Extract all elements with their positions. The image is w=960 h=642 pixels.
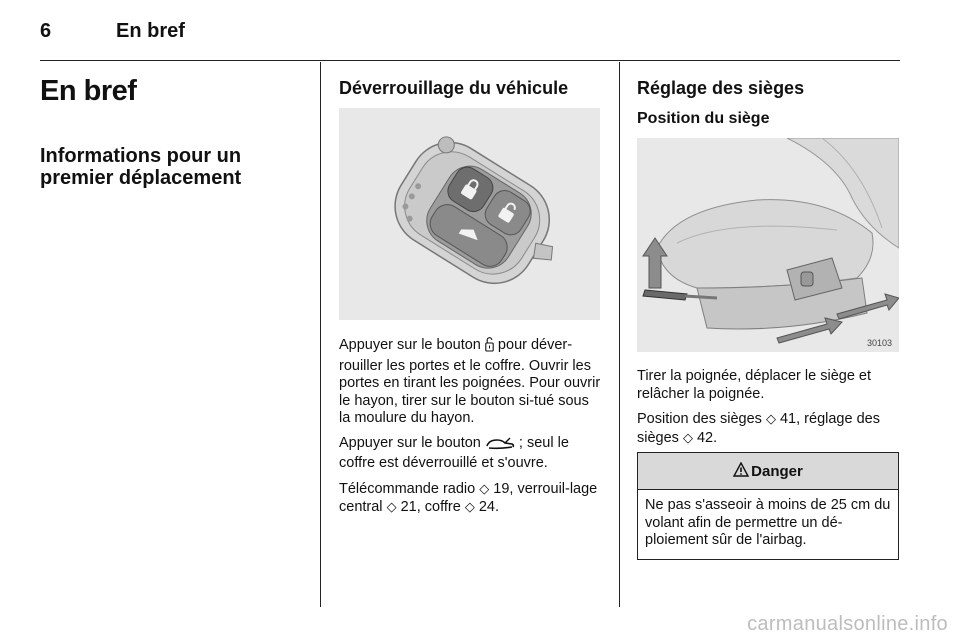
text-run: Appuyer sur le bouton bbox=[339, 434, 485, 451]
column-divider-left bbox=[320, 62, 321, 607]
danger-text: Ne pas s'asseoir à moins de 25 cm du volant afin de permettre un dé-ploiement sûr de l'airbag. bbox=[645, 497, 891, 548]
seat-illustration bbox=[637, 138, 899, 352]
crossref-paragraph bbox=[339, 480, 604, 517]
key-fob-illustration bbox=[339, 108, 600, 320]
xref-arrow-icon: ◇ bbox=[464, 499, 475, 514]
seat-drawing bbox=[637, 138, 899, 352]
danger-title: Danger bbox=[751, 462, 803, 480]
car-trunk-icon bbox=[485, 436, 515, 456]
running-header: En bref bbox=[116, 20, 185, 42]
text-run: 21, coffre bbox=[396, 499, 465, 515]
text-run: Appuyer sur le bouton bbox=[339, 337, 485, 353]
text-run: 19, verrouil-lage central bbox=[339, 480, 598, 515]
page-number: 6 bbox=[40, 20, 52, 42]
text-run: 24. bbox=[474, 499, 499, 515]
unlock-section-title: Déverrouillage du véhicule bbox=[339, 78, 569, 98]
unlock-icon bbox=[485, 336, 494, 358]
chapter-heading: En bref bbox=[40, 75, 137, 107]
seat-section-title: Réglage des sièges bbox=[637, 78, 805, 98]
danger-notice bbox=[637, 452, 899, 560]
text-run: 41, réglage des sièges bbox=[637, 411, 880, 446]
unlock-paragraph bbox=[339, 336, 604, 428]
seat-crossref-paragraph bbox=[637, 410, 902, 447]
column-divider-right bbox=[619, 62, 620, 607]
watermark: carmanualsonline.info bbox=[747, 613, 948, 635]
warning-triangle-icon bbox=[733, 462, 749, 481]
text-run: 42. bbox=[692, 429, 718, 446]
text-run: ; seul le coffre est déverrouillé et s'ouvre. bbox=[339, 434, 569, 471]
xref-arrow-icon: ◇ bbox=[682, 429, 693, 445]
text-run: Position des sièges bbox=[637, 411, 766, 427]
key-fob-drawing bbox=[339, 108, 600, 320]
xref-arrow-icon: ◇ bbox=[479, 480, 490, 496]
section-heading: Informations pour un premier déplacement bbox=[40, 145, 242, 189]
text-run: pour déver-rouiller les portes et le coffre. Ouvrir les portes en tirant les poignées. Pour ouvrir le hayon, tirer sur le bouton si-tué sous la moulure du hayon. bbox=[339, 337, 601, 426]
text-run: Télécommande radio bbox=[339, 480, 480, 497]
xref-arrow-icon: ◇ bbox=[765, 411, 776, 426]
trunk-paragraph bbox=[339, 435, 604, 473]
figure-code: 30103 bbox=[867, 338, 893, 348]
seat-instruction-paragraph: Tirer la poignée, déplacer le siège et relâcher la poignée. bbox=[637, 368, 872, 402]
seat-position-subtitle: Position du siège bbox=[637, 110, 770, 127]
header-rule bbox=[40, 60, 900, 61]
xref-arrow-icon: ◇ bbox=[386, 499, 397, 514]
danger-header bbox=[638, 453, 898, 490]
